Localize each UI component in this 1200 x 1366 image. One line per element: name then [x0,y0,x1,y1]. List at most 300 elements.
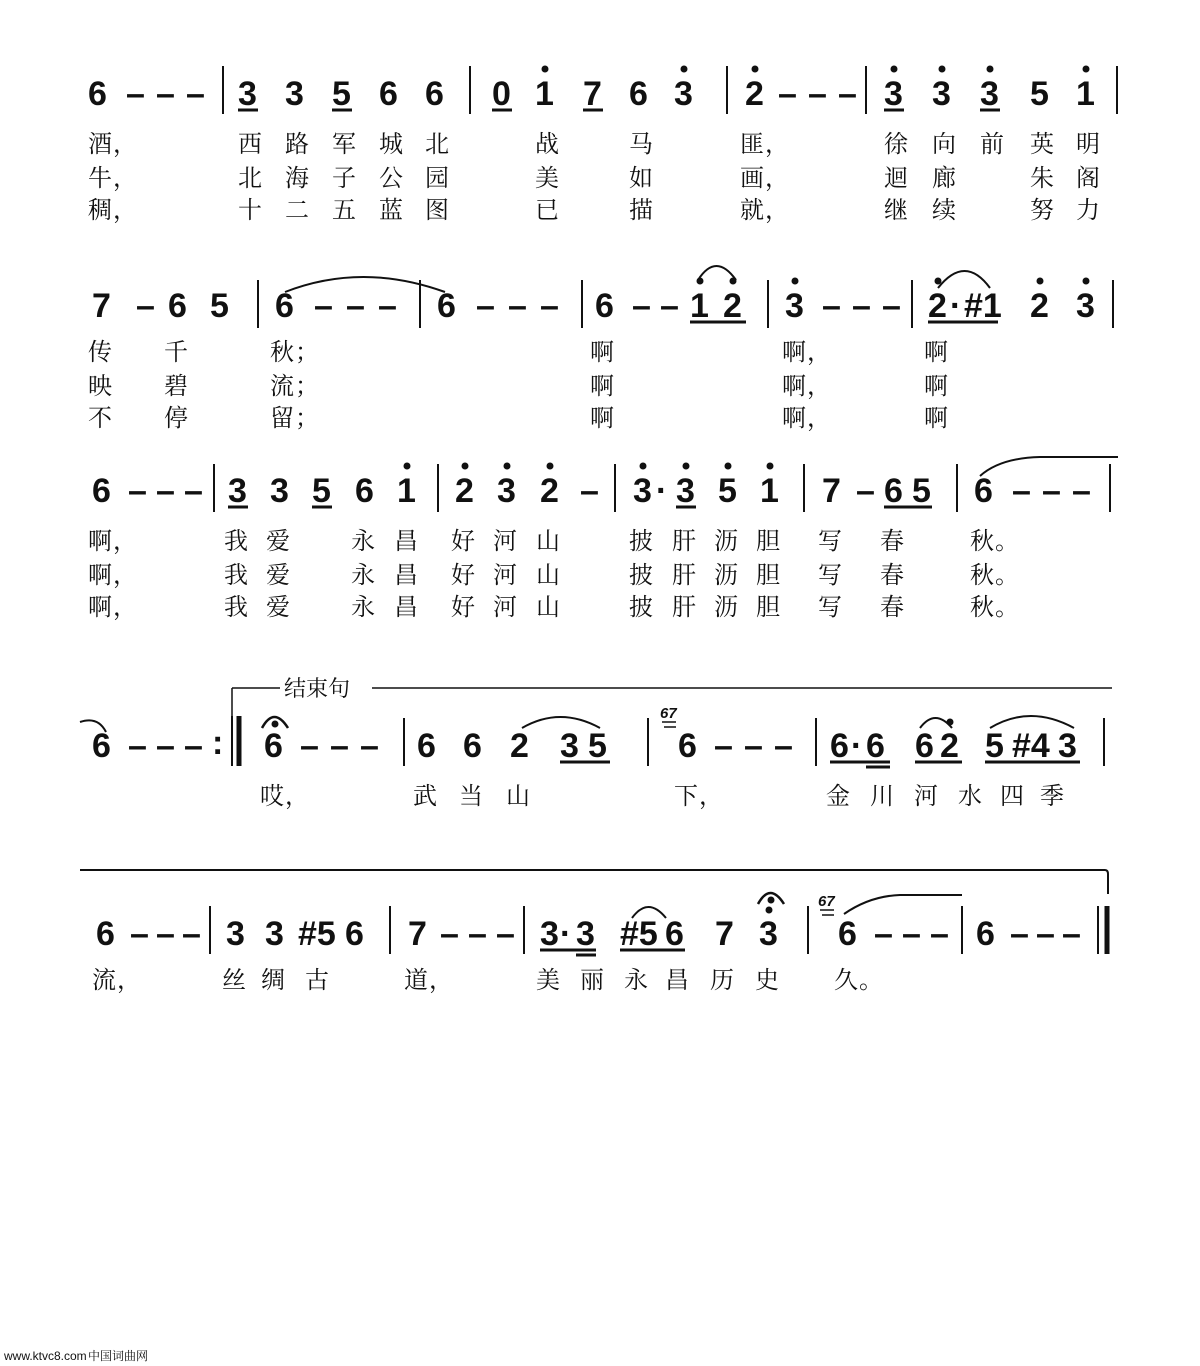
lyric: 公 [379,164,404,192]
lyric: 二 [285,196,310,224]
lyric: 秋。 [970,527,1020,555]
note: 3 [785,287,804,325]
lyric: 昌 [665,966,690,994]
dot [1037,278,1043,284]
lyric: 山 [506,782,531,810]
note: 6 [88,75,107,113]
lyric: 不 [88,404,113,432]
note: 6 [463,727,482,765]
dash: – [300,727,319,765]
note: 1 [397,472,416,510]
lyric: 当 [459,782,484,810]
lyric: 绸 [261,966,286,994]
note: 2 [940,727,959,765]
lyric: 啊， [782,338,832,366]
dash: – [1072,472,1091,510]
lyric: 沥 [714,593,739,621]
lyric: 丽 [580,966,605,994]
note: 6 [595,287,614,325]
lyric: 西 [238,130,263,158]
lyric: 永 [351,561,376,589]
note: 2 [455,472,474,510]
note: 3 [1076,287,1095,325]
note: 5 [718,472,737,510]
dash: – [874,915,893,953]
note: 3 [238,75,257,113]
note: 6 [379,75,398,113]
dash: – [632,287,651,325]
note: 2 [510,727,529,765]
system-1 [88,66,1117,224]
lyric: 稠， [88,196,138,224]
dot [697,278,703,284]
lyric: 流； [270,372,320,400]
note: 6 [92,727,111,765]
lyric: 秋。 [970,593,1020,621]
dash: – [774,727,793,765]
note: 2 [928,287,947,325]
lyric: 战 [535,130,560,158]
dot [752,66,758,72]
grace-note: 67 [818,893,835,910]
dot [935,278,941,284]
dash: – [856,472,875,510]
note: 3 [884,75,903,113]
note: #1 [964,287,1002,325]
note: 5 [912,472,931,510]
note: 7 [408,915,427,953]
dash: – [136,287,155,325]
dot [1083,278,1089,284]
lyric: 写 [818,527,843,555]
dash: – [128,727,147,765]
dot: · [656,472,668,510]
dot [681,66,687,72]
dash: – [508,287,527,325]
system-2 [88,266,1113,432]
lyric: 写 [818,561,843,589]
dash: – [496,915,515,953]
dash: – [128,472,147,510]
lyric: 好 [451,561,476,589]
dash: – [330,727,349,765]
lyric: 啊 [924,404,949,432]
dot [404,463,410,469]
note: 6 [976,915,995,953]
dot: · [560,915,572,953]
dash: – [838,75,857,113]
lyric: 前 [980,130,1005,158]
lyric: 历 [710,966,735,994]
lyric: 河 [493,593,518,621]
dash: – [186,75,205,113]
dot [1083,66,1089,72]
footer-name: 中国词曲网 [88,1349,149,1363]
lyric: 沥 [714,527,739,555]
note: 6 [437,287,456,325]
lyric: 胆 [756,527,781,555]
system-1-lyrics [88,130,1101,224]
note: 2 [723,287,742,325]
note: 3 [674,75,693,113]
dot [725,463,731,469]
lyric: 啊， [88,593,138,621]
note: 3 [226,915,245,953]
dash: – [156,727,175,765]
lyric: 啊， [88,561,138,589]
note: 1 [690,287,709,325]
lyric: 明 [1076,130,1101,158]
system-4-lyrics [260,782,1065,810]
lyric: 蓝 [379,196,404,224]
lyric: 迴 [884,164,909,192]
dash: – [440,915,459,953]
lyric: 春 [880,561,905,589]
note: 1 [1076,75,1095,113]
lyric: 酒， [88,130,138,158]
lyric: 传 [88,338,113,366]
note: 0 [492,75,511,113]
dash: – [822,287,841,325]
system-5-lyrics [92,966,884,994]
note: 3 [676,472,695,510]
note: 6 [168,287,187,325]
lyric: 披 [629,527,654,555]
lyric: 北 [238,164,263,192]
system-2-notes [92,287,1095,325]
tie [80,870,1108,894]
system-1-notes [88,75,1095,113]
dash: – [184,472,203,510]
lyric: 披 [629,561,654,589]
note: 5 [312,472,331,510]
lyric: 河 [493,561,518,589]
dash: – [378,287,397,325]
dash: – [314,287,333,325]
lyric: 胆 [756,593,781,621]
lyric: 匪， [740,130,790,158]
dash: – [468,915,487,953]
lyric: 映 [88,372,113,400]
lyric: 沥 [714,561,739,589]
note: 6 [838,915,857,953]
lyric: 续 [932,196,957,224]
dash: – [156,915,175,953]
note: 5 [332,75,351,113]
dot [504,463,510,469]
note: 6 [92,472,111,510]
note: #4 [1012,727,1050,765]
slur [698,266,736,280]
lyric: 昌 [394,561,419,589]
dot [640,463,646,469]
lyric: 川 [870,782,895,810]
dash: – [156,472,175,510]
note: 3 [759,915,778,953]
note: 6 [866,727,885,765]
lyric: 停 [164,404,189,432]
lyric: 山 [536,527,561,555]
fermata-dot [272,721,278,727]
dash: – [1062,915,1081,953]
note: 6 [275,287,294,325]
lyric: 爱 [266,593,291,621]
note: 6 [417,727,436,765]
lyric: 春 [880,593,905,621]
lyric: 我 [224,527,249,555]
lyric: 留； [270,404,320,432]
note: 5 [985,727,1004,765]
lyric: 啊， [88,527,138,555]
note: 5 [210,287,229,325]
dash: – [182,915,201,953]
lyric: 已 [535,196,560,224]
note: 6 [264,727,283,765]
note: #5 [620,915,658,953]
note: 6 [96,915,115,953]
lyric: 啊 [590,404,615,432]
lyric: 十 [238,196,263,224]
lyric: 向 [932,130,957,158]
lyric: 图 [425,196,450,224]
lyric: 画， [740,164,790,192]
note: 3 [228,472,247,510]
dot [730,278,736,284]
lyric: 昌 [394,593,419,621]
lyric: 春 [880,527,905,555]
dash: – [902,915,921,953]
lyric: 昌 [394,527,419,555]
lyric: 千 [164,338,189,366]
dot [683,463,689,469]
note: 3 [540,915,559,953]
dash: – [1010,915,1029,953]
lyric: 马 [629,130,654,158]
dash: – [346,287,365,325]
lyric: 下， [674,782,724,810]
lyric: 流， [92,966,142,994]
lyric: 肝 [672,561,697,589]
note: 6 [915,727,934,765]
note: 2 [745,75,764,113]
dot [792,278,798,284]
note: 3 [633,472,652,510]
system-3-notes [92,472,1091,510]
lyric: 武 [413,782,438,810]
system-2-lyrics [88,338,949,432]
system-3-lyrics [88,527,1020,621]
lyric: 军 [332,130,357,158]
lyric: 秋； [270,338,320,366]
lyric: 就， [740,196,790,224]
lyric: 写 [818,593,843,621]
dash: – [540,287,559,325]
note: 3 [265,915,284,953]
note: 6 [830,727,849,765]
dash: – [130,915,149,953]
system-4 [80,677,1112,810]
dot [547,463,553,469]
note: 1 [760,472,779,510]
note: 6 [345,915,364,953]
note: 5 [1030,75,1049,113]
dash: – [778,75,797,113]
lyric: 啊 [590,372,615,400]
note: 3 [285,75,304,113]
note: 3 [270,472,289,510]
note: 6 [974,472,993,510]
dash: – [714,727,733,765]
note: 3 [1058,727,1077,765]
lyric: 路 [285,130,310,158]
lyric: 山 [536,593,561,621]
note: 7 [92,287,111,325]
lyric: 啊， [782,404,832,432]
footer [3,1348,148,1363]
lyric: 胆 [756,561,781,589]
lyric: 牛， [88,164,138,192]
lyric: 徐 [884,130,909,158]
lyric: 永 [624,966,649,994]
lyric: 北 [425,130,450,158]
note: 7 [822,472,841,510]
note: 6 [678,727,697,765]
note: 3 [576,915,595,953]
dot [987,66,993,72]
lyric: 美 [535,164,560,192]
slur [938,271,990,288]
lyric: 哎， [260,782,310,810]
dot [939,66,945,72]
lyric: 季 [1040,782,1065,810]
lyric: 披 [629,593,654,621]
lyric: 啊 [590,338,615,366]
lyric: 肝 [672,527,697,555]
grace-note: 67 [660,705,677,722]
lyric: 如 [629,164,654,192]
dash: – [184,727,203,765]
dash: – [360,727,379,765]
lyric: 努 [1030,196,1055,224]
lyric: 河 [914,782,939,810]
system-5-notes [96,915,1081,953]
lyric: 美 [536,966,561,994]
dash: – [808,75,827,113]
dash: – [156,75,175,113]
lyric: 城 [379,130,404,158]
note: 2 [540,472,559,510]
note: 2 [1030,287,1049,325]
dash: – [126,75,145,113]
note: 6 [425,75,444,113]
dot: · [851,727,863,765]
lyric: 我 [224,593,249,621]
section-label: 结束句 [284,677,351,702]
lyric: 道， [404,966,454,994]
lyric: 四 [1000,782,1025,810]
lyric: 水 [958,782,983,810]
note: 6 [665,915,684,953]
note: 1 [535,75,554,113]
lyric: 古 [305,966,330,994]
note: 6 [355,472,374,510]
lyric: 英 [1030,130,1055,158]
dash: – [1012,472,1031,510]
lyric: 啊 [924,372,949,400]
lyric: 园 [425,164,450,192]
lyric: 啊 [924,338,949,366]
dash: – [1036,915,1055,953]
dot [767,463,773,469]
note: 3 [497,472,516,510]
lyric: 爱 [266,561,291,589]
note: 3 [932,75,951,113]
lyric: 好 [451,527,476,555]
footer-site: www.ktvc8.com [4,1349,87,1363]
lyric: 阁 [1076,164,1101,192]
note: 7 [583,75,602,113]
dot [462,463,468,469]
lyric: 海 [285,164,310,192]
dot [891,66,897,72]
lyric: 子 [332,164,357,192]
lyric: 金 [826,782,851,810]
dash: – [744,727,763,765]
lyric: 我 [224,561,249,589]
dash: – [660,287,679,325]
lyric: 河 [493,527,518,555]
dash: – [852,287,871,325]
note: 6 [629,75,648,113]
lyric: 继 [884,196,909,224]
dash: – [580,472,599,510]
lyric: 描 [629,196,654,224]
dot: · [950,287,962,325]
dot [766,907,772,913]
lyric: 好 [451,593,476,621]
lyric: 秋。 [970,561,1020,589]
dash: – [882,287,901,325]
dot [542,66,548,72]
lyric: 啊， [782,372,832,400]
lyric: 廊 [932,164,957,192]
lyric: 永 [351,527,376,555]
dot [947,719,953,725]
system-3 [88,457,1118,621]
dash: – [930,915,949,953]
note: 3 [980,75,999,113]
lyric: 肝 [672,593,697,621]
lyric: 爱 [266,527,291,555]
note: 5 [588,727,607,765]
lyric: 山 [536,561,561,589]
fermata-dot [768,897,774,903]
system-5 [80,870,1108,994]
lyric: 丝 [222,966,247,994]
lyric: 永 [351,593,376,621]
lyric: 碧 [164,372,189,400]
repeat-colon: : [212,724,224,762]
note: 3 [560,727,579,765]
lyric: 久。 [834,966,884,994]
dash: – [476,287,495,325]
note: 6 [884,472,903,510]
lyric: 五 [332,196,357,224]
lyric: 朱 [1030,164,1055,192]
note: #5 [298,915,336,953]
note: 7 [715,915,734,953]
tie [844,895,962,914]
